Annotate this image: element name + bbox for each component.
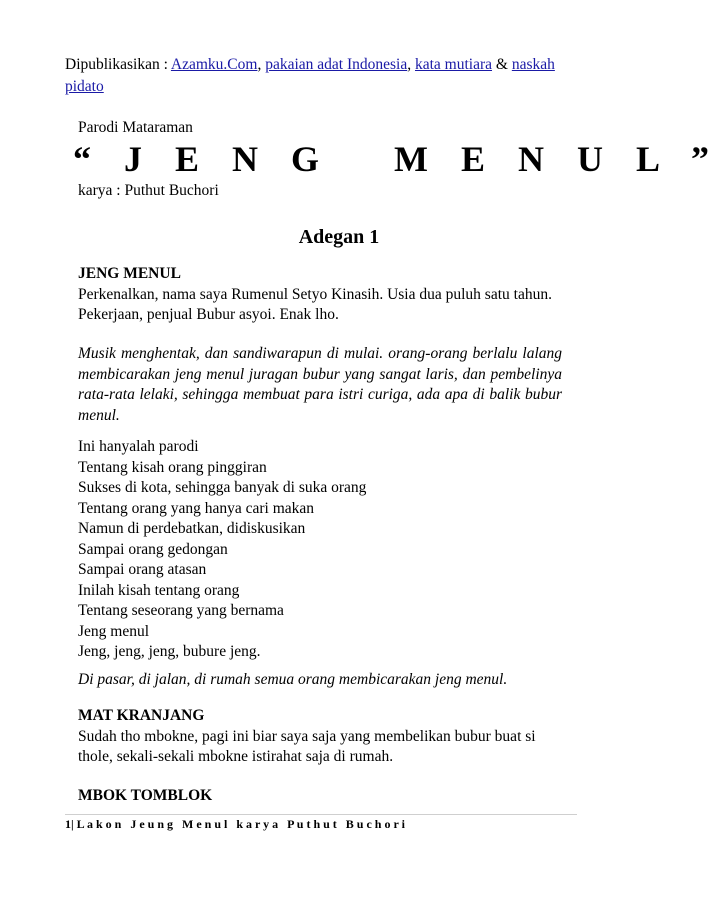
dialogue-jeng-menul bbox=[78, 264, 562, 326]
link-pakaian-adat[interactable]: pakaian adat Indonesia bbox=[265, 56, 408, 73]
separator: , bbox=[407, 56, 415, 73]
poem-line: Tentang seseorang yang bernama bbox=[78, 602, 284, 619]
poem-line: Inilah kisah tentang orang bbox=[78, 581, 240, 599]
poem-line: Tentang kisah orang pinggiran bbox=[78, 458, 267, 476]
scene-title: Adegan 1 bbox=[298, 226, 380, 248]
link-naskah-pidato[interactable]: naskah pidato bbox=[65, 56, 555, 95]
poem-line: Ini hanyalah parodi bbox=[78, 438, 199, 455]
footer-divider bbox=[65, 814, 577, 815]
stage-direction-1 bbox=[78, 344, 562, 426]
published-prefix: Dipublikasikan : bbox=[65, 56, 171, 73]
poem-line: Sampai orang atasan bbox=[78, 561, 207, 578]
stage-direction-2 bbox=[78, 670, 562, 691]
poem-line: Jeng menul bbox=[78, 622, 150, 640]
poem-line: Sukses di kota, sehingga banyak di suka orang bbox=[78, 479, 367, 496]
poem-line: Sampai orang gedongan bbox=[78, 540, 228, 558]
dialogue-text: Sudah tho mbokne, pagi ini biar saya saja yang membelikan bubur buat si thole, sekali-sekali mbokne istirahat saja di rumah. bbox=[78, 727, 536, 765]
page-footer bbox=[65, 817, 577, 832]
stage-direction-text: Musik menghentak, dan sandiwarapun di mulai. orang-orang berlalu lalang membicarakan jeng menul juragan bubur yang sangat laris, dan pembelinya rata-rata lelaki, sehingga membuat para istri curiga, ada apa di balik bubur menul. bbox=[78, 345, 562, 424]
link-kata-mutiara[interactable]: kata mutiara bbox=[414, 56, 493, 73]
play-title-text: “ J E N G M E N U L ” bbox=[73, 139, 721, 179]
separator: , bbox=[257, 56, 266, 73]
speaker-name: MBOK TOMBLOK bbox=[78, 787, 213, 804]
author-line: karya : Puthut Buchori bbox=[78, 182, 219, 199]
publication-header bbox=[65, 54, 585, 98]
stage-direction-text: Di pasar, di jalan, di rumah semua orang membicarakan jeng menul. bbox=[78, 671, 508, 688]
scene-heading bbox=[0, 226, 638, 249]
poem-line: Jeng, jeng, jeng, bubure jeng. bbox=[78, 643, 261, 660]
dialogue-mat-kranjang bbox=[78, 706, 562, 768]
subtitle: Parodi Mataraman bbox=[78, 119, 193, 136]
ampersand: & bbox=[492, 56, 512, 73]
footer-text: | L a k o n J e u n g M e n u l k a r y a P u t h u t B u c h o r i bbox=[71, 817, 405, 831]
link-azamku[interactable]: Azamku.Com bbox=[170, 56, 258, 73]
poem-line: Tentang orang yang hanya cari makan bbox=[78, 499, 315, 517]
speaker-name: JENG MENUL bbox=[78, 265, 181, 282]
poem-line: Namun di perdebatkan, didiskusikan bbox=[78, 520, 306, 537]
play-title bbox=[73, 138, 721, 180]
poem bbox=[78, 437, 562, 663]
dialogue-mbok-tomblok bbox=[78, 786, 562, 807]
dialogue-text: Perkenalkan, nama saya Rumenul Setyo Kinasih. Usia dua puluh satu tahun. Pekerjaan, penjual Bubur asyoi. Enak lho. bbox=[78, 285, 552, 323]
page-number: 1 bbox=[65, 817, 71, 831]
speaker-name: MAT KRANJANG bbox=[78, 707, 205, 724]
